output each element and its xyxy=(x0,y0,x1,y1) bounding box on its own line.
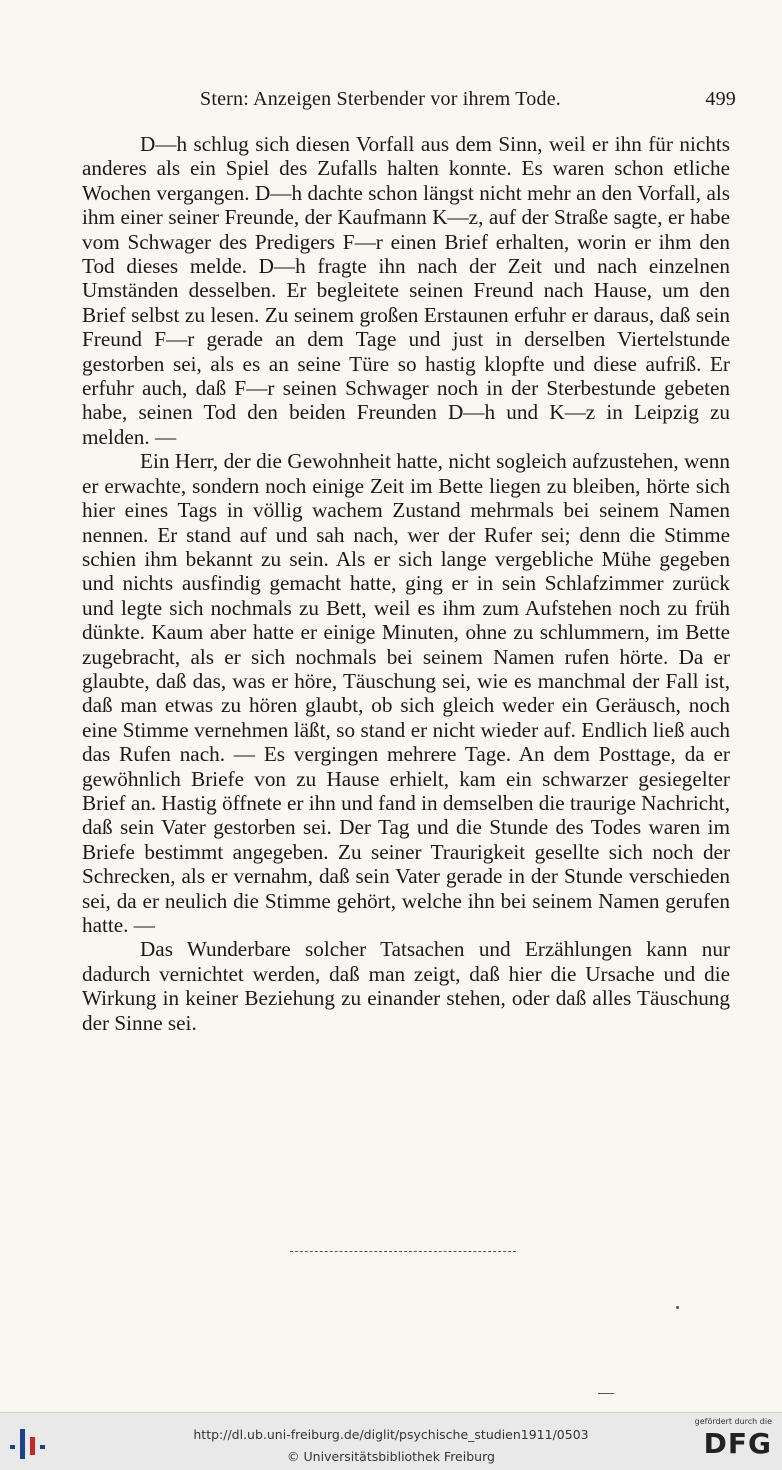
body-text xyxy=(82,132,730,1035)
dfg-wordmark: DFG xyxy=(703,1427,772,1460)
document-url[interactable]: http://dl.ub.uni-freiburg.de/diglit/psychische_studien1911/0503 xyxy=(193,1427,589,1442)
dfg-caption: gefördert durch die xyxy=(694,1417,772,1426)
paragraph-1: D—h schlug sich diesen Vorfall aus dem Sinn, weil er ihn für nichts anderes als ein Spiel des Zufalls halten konnte. Es waren schon etliche Wochen vergangen. D—h dachte schon längst nicht mehr an den Vorfall, als ihm einer seiner Freunde, der Kaufmann K—z, auf der Straße sagte, er habe vom Schwager des Predigers F—r einen Brief erhalten, worin er ihm den Tod dieses melde. D—h fragte ihn nach der Zeit und nach einzelnen Umständen desselben. Er begleitete seinen Freund nach Hause, um den Brief selbst zu lesen. Zu seinem großen Erstaunen erfuhr er daraus, daß sein Freund F—r gerade an dem Tage und just in derselben Viertelstunde gestorben sei, als es an seine Türe so hastig klopfte und diese aufriß. Er erfuhr auch, daß F—r seinen Schwager noch in der Sterbestunde gebeten habe, seinen Tod den beiden Freunden D—h und K—z in Leipzig zu melden. — xyxy=(82,132,730,449)
print-mark xyxy=(598,1393,614,1394)
paragraph-2: Ein Herr, der die Gewohnheit hatte, nicht sogleich aufzustehen, wenn er erwachte, sondern noch einige Zeit im Bette liegen zu bleiben, hörte sich hier eines Tags in völlig wachem Zustand mehrmals bei seinem Namen nennen. Er stand auf und sah nach, wer der Rufer sei; denn die Stimme schien ihm bekannt zu sein. Als er sich lange vergebliche Mühe gegeben und nichts ausfindig gemacht hatte, ging er in sein Schlafzimmer zurück und legte sich nochmals zu Bett, weil es ihm zum Aufstehen noch zu früh dünkte. Kaum aber hatte er einige Minuten, ohne zu schlummern, im Bette zugebracht, als er sich nochmals bei seinem Namen rufen hörte. Da er glaubte, daß das, was er höre, Täuschung sei, wie es manchmal der Fall ist, daß man etwas zu hören glaubt, ob sich gleich weder ein Geräusch, noch eine Stimme vernehmen läßt, so stand er nicht wieder auf. Endlich ließ auch das Rufen nach. — Es vergingen mehrere Tage. An dem Posttage, da er gewöhnlich Briefe von zu Hause erhielt, kam ein schwarzer gesiegelter Brief an. Hastig öffnete er ihn und fand in demselben die traurige Nachricht, daß sein Vater gestorben sei. Der Tag und die Stunde des Todes waren im Briefe bestimmt angegeben. Zu seiner Traurigkeit gesellte sich noch der Schrecken, als er vernahm, daß sein Vater gerade in der Stunde verschieden sei, da er neulich die Stimme gehört, welche ihn bei seinem Namen gerufen hatte. — xyxy=(82,449,730,937)
dfg-logo xyxy=(692,1417,772,1467)
section-end-rule xyxy=(290,1251,516,1252)
paragraph-3: Das Wunderbare solcher Tatsachen und Erzählungen kann nur dadurch vernichtet werden, daß man zeigt, daß hier die Ursache und die Wirkung in keiner Beziehung zu einander stehen, oder daß alles Täuschung der Sinne sei. xyxy=(82,937,730,1035)
running-title: Stern: Anzeigen Sterbender vor ihrem Tode. xyxy=(200,88,561,110)
page-number: 499 xyxy=(705,88,736,110)
viewer-footer-bar xyxy=(0,1412,782,1470)
running-header xyxy=(82,88,736,116)
print-speck xyxy=(676,1306,679,1309)
copyright-notice: © Universitätsbibliothek Freiburg xyxy=(287,1449,495,1464)
